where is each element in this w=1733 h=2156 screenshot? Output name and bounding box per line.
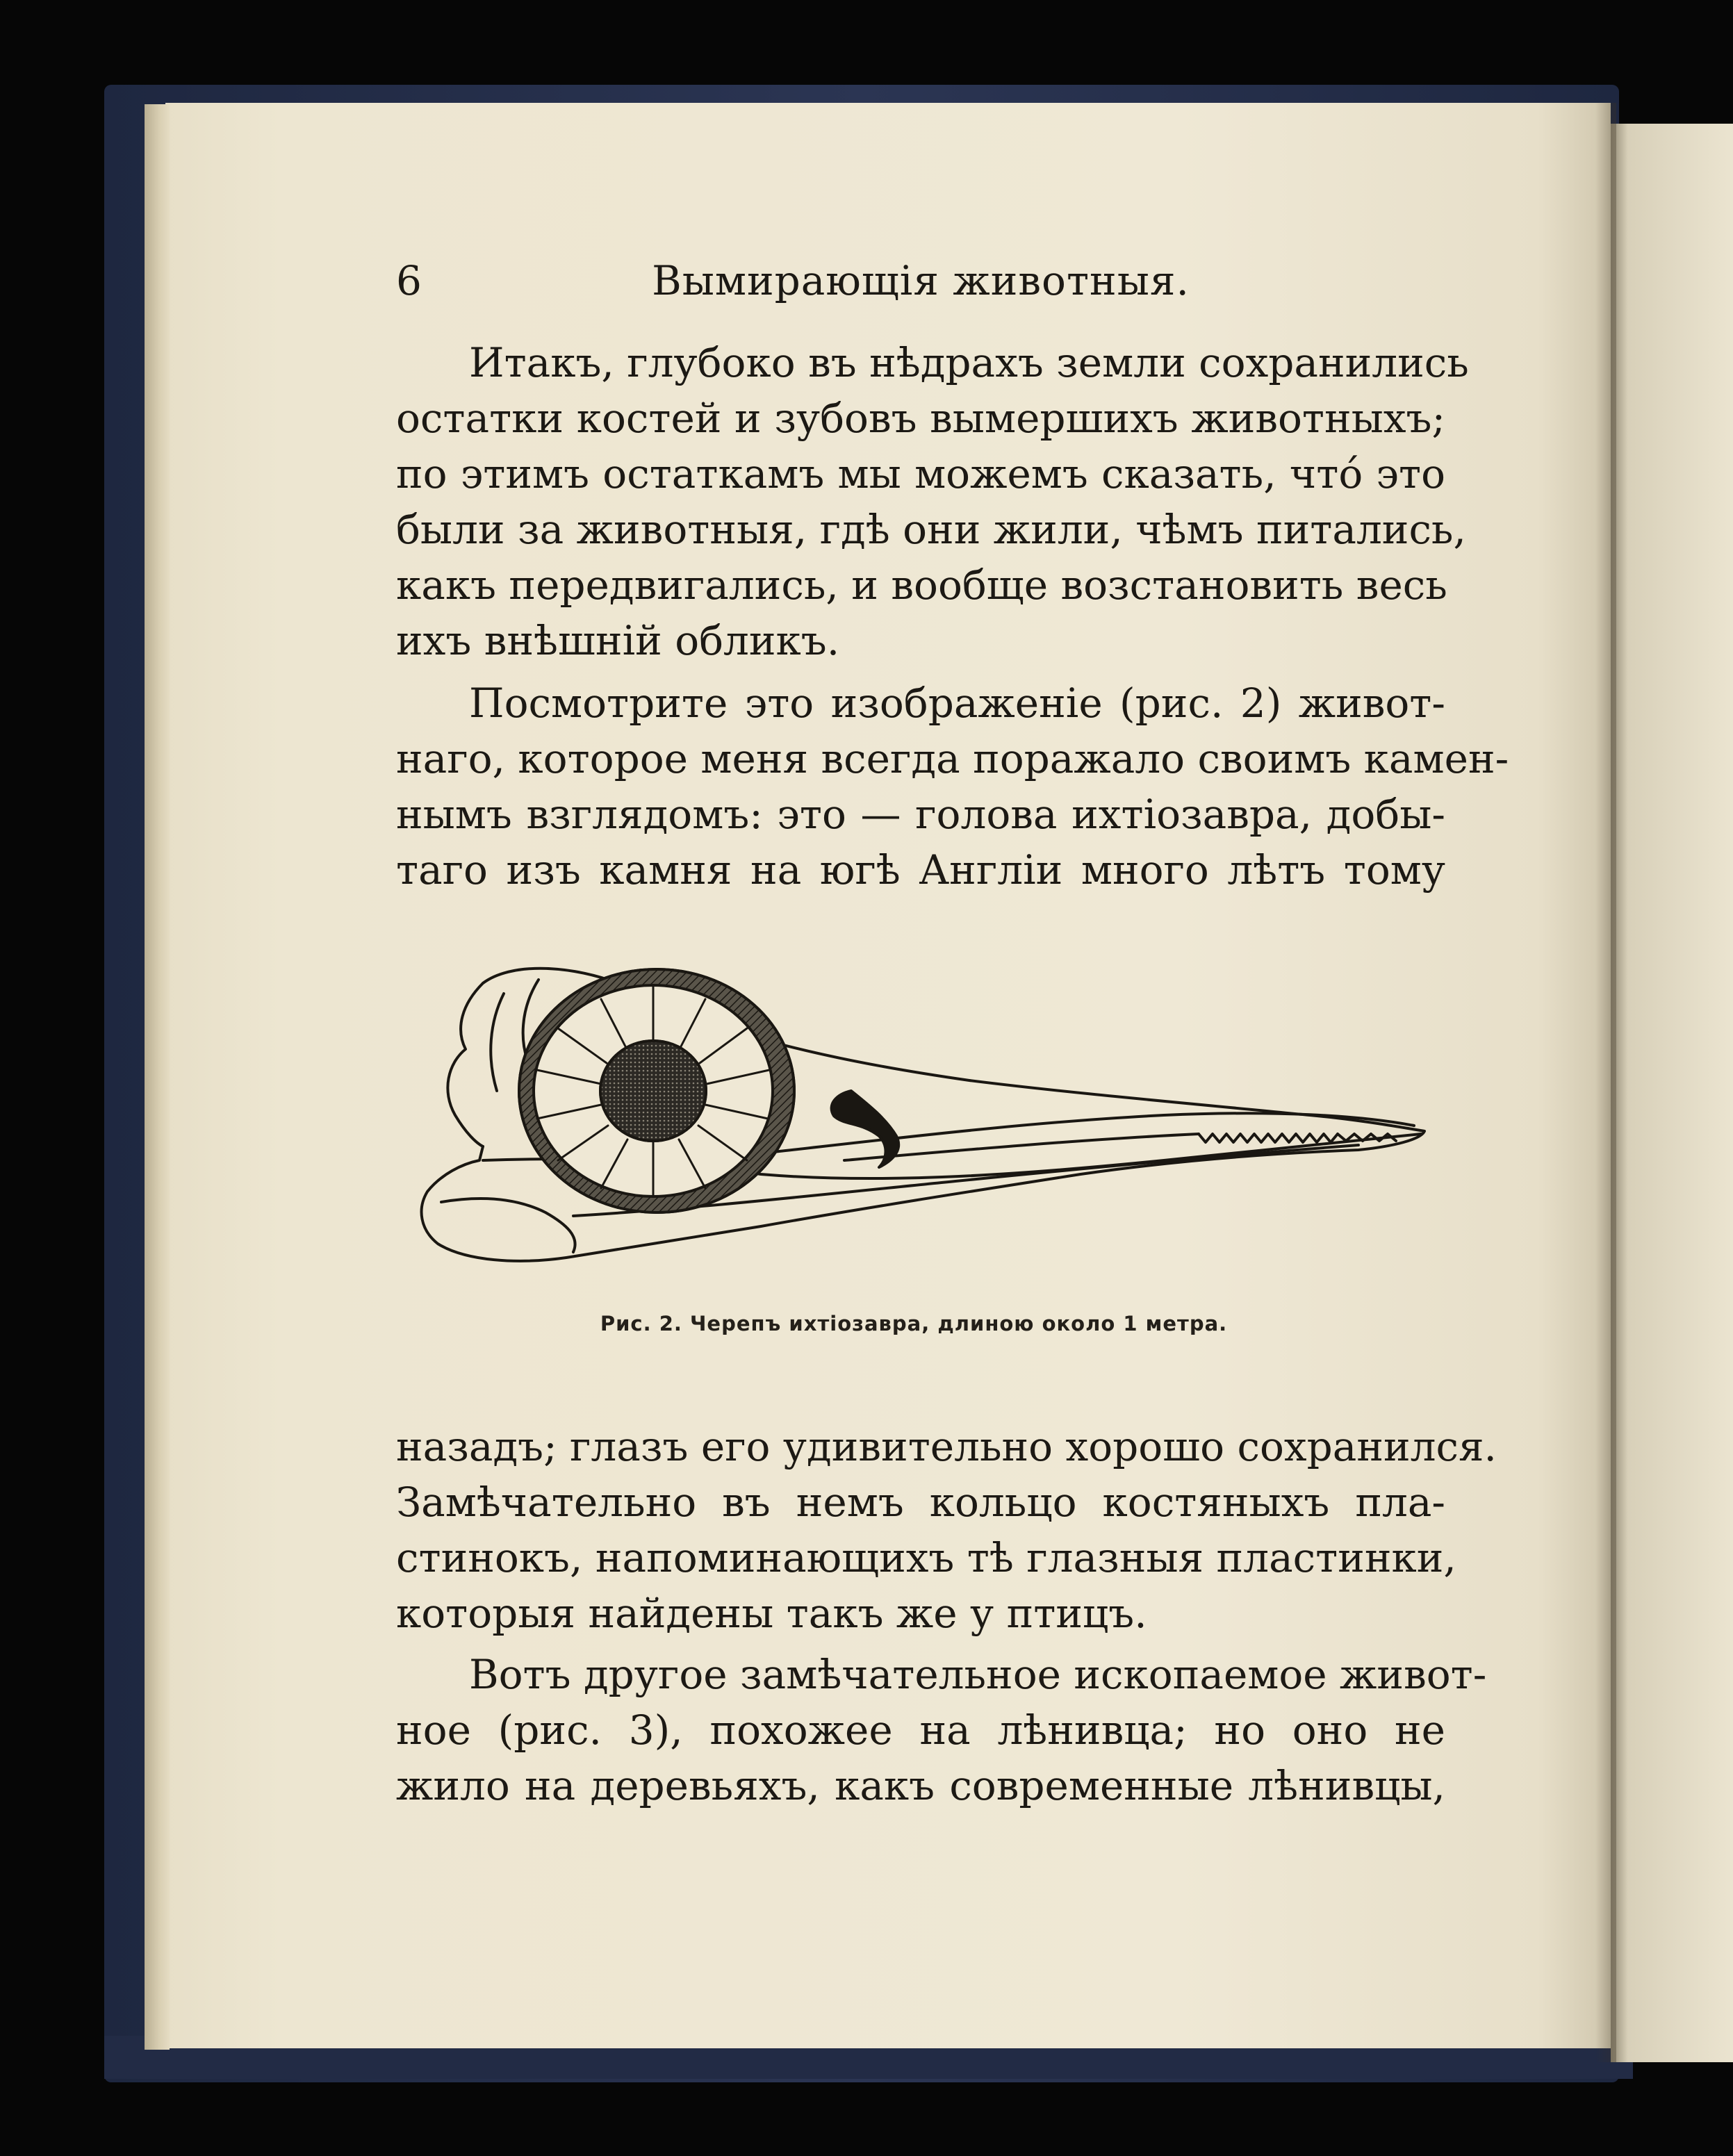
text-line: нымъ взглядомъ: это — голова ихтіозавра, добы- [396, 791, 1445, 838]
text-line: по этимъ остаткамъ мы можемъ сказать, что́ это [396, 450, 1445, 497]
text-line: жило на деревьяхъ, какъ современные лѣнивцы, [396, 1762, 1445, 1809]
text-line: Вотъ другое замѣчательное ископаемое живот- [469, 1651, 1487, 1698]
text-line: ное (рис. 3), похожее на лѣнивца; но оно не [396, 1706, 1445, 1754]
text-line: были за животныя, гдѣ они жили, чѣмъ питались, [396, 506, 1466, 553]
text-line: наго, которое меня всегда поражало своимъ камен- [396, 735, 1509, 782]
facing-page [1611, 124, 1733, 2062]
figure-caption: Рис. 2. Черепъ ихтіозавра, длиною около 1 метра. [600, 1312, 1228, 1335]
text-line: стинокъ, напоминающихъ тѣ глазныя пластинки, [396, 1534, 1456, 1581]
gutter-shadow [1595, 103, 1616, 2062]
paragraph-2 [396, 675, 1509, 898]
text-line: назадъ; глазъ его удивительно хорошо сохранился. [396, 1423, 1497, 1470]
page-number: 6 [396, 257, 422, 304]
page-header [396, 257, 1445, 313]
paragraph-1 [396, 335, 1469, 668]
text-line: ихъ внѣшній обликъ. [396, 617, 840, 664]
running-title: Вымирающія животныя. [652, 257, 1190, 304]
text-line: какъ передвигались, и вообще возстановить весь [396, 561, 1447, 609]
text-line: которыя найдены такъ же у птицъ. [396, 1590, 1147, 1637]
text-line: остатки костей и зубовъ вымершихъ животныхъ; [396, 395, 1445, 442]
ichthyosaur-skull-illustration [400, 952, 1435, 1265]
text-line: Посмотрите это изображеніе (рис. 2) живот- [469, 680, 1445, 727]
paragraph-4 [396, 1647, 1487, 1813]
text-line: таго изъ камня на югѣ Англіи много лѣтъ тому [396, 846, 1445, 894]
page-stack-edge [145, 104, 170, 2050]
text-line: Итакъ, глубоко въ нѣдрахъ земли сохранились [469, 339, 1469, 386]
paragraph-3 [396, 1419, 1497, 1641]
text-line: Замѣчательно въ немъ кольцо костяныхъ пла- [396, 1479, 1445, 1526]
